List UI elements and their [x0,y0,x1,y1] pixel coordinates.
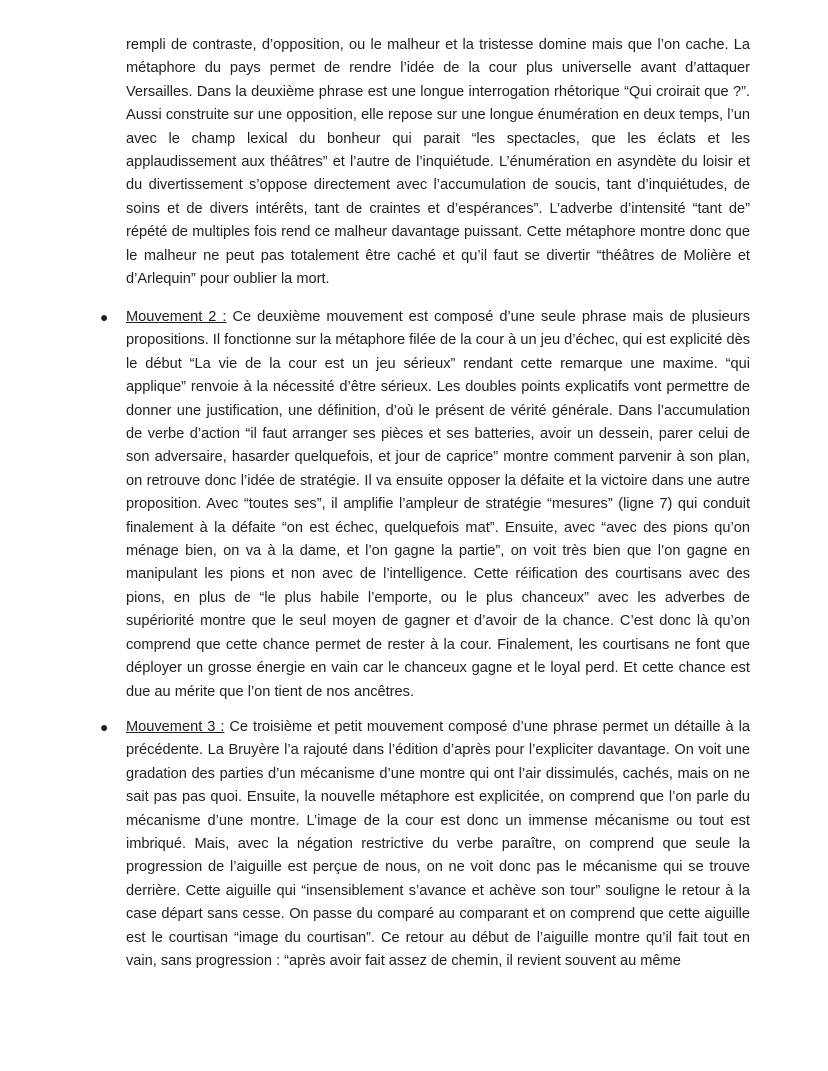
bullet-mouvement-2: ● [100,309,109,325]
bullet-mouvement-3: ● [100,719,109,735]
mouvement-3-heading: Mouvement 3 : [126,719,225,735]
mouvement-2-heading: Mouvement 2 : [126,309,227,325]
intro-paragraph: rempli de contraste, d’opposition, ou le malheur et la tristesse domine mais que l’on cache. La métaphore du pays permet de rendre l’idée de la cour plus universelle avant d’attaquer Versailles. Dans la deuxième phrase est une longue interrogation rhétorique “Qui croirait que ?”. Aussi construite sur une opposition, elle repose sur une longue énumération en deux temps, l’un avec le champ lexical du bonheur qui parait “les spectacles, que les éclats et les applaudissement aux théâtres” et l’autre de l’inquiétude. L’énumération en asyndète du loisir et du divertissement s’oppose directement avec l’accumulation de soucis, tant d’inquiétudes, de soins et de divers intérêts, tant de craintes et d’espérances”. L’adverbe d’intensité “tant de” répété de multiples fois rend ce malheur davantage puissant. Cette métaphore montre donc que le malheur ne peut pas totalement être caché et qu’il faut se divertir “théâtres de Molière et d’Arlequin” pour oublier la mort. [126,37,750,288]
mouvement-3-text: Ce troisième et petit mouvement composé d’une phrase permet un détaille à la précédente. La Bruyère l’a rajouté dans l’édition d’après pour l’expliciter davantage. On voit une gradation des parties d’un mécanisme d’une montre qui ont l’air dissimulés, cachés, mais on ne sait pas pas quoi. Ensuite, la nouvelle métaphore est explicitée, on comprend que l’on parle du mécanisme d’une montre. L’image de la cour est donc un immense mécanisme ou tout est imbriqué. Mais, avec la négation restrictive du verbe paraître, on comprend que seule la progression de l’aiguille est perçue de nous, on ne voit donc pas le mécanisme qui se trouve derrière. Cette aiguille qui “insensiblement s’avance et achève son tour” souligne le retour à la case départ sans cesse. On passe du comparé au comparant et on comprend que cette aiguille est le courtisan “image du courtisan”. Ce retour au début de l’aiguille montre qu’il fait tout en vain, sans progression : “après avoir fait assez de chemin, il revient souvent au même [126,719,750,970]
mouvement-2-text: Ce deuxième mouvement est composé d’une seule phrase mais de plusieurs propositions. Il fonctionne sur la métaphore filée de la cour à un jeu d’échec, qui est explicité dès le début “La vie de la cour est un jeu sérieux” rendant cette remarque une maxime. “qui applique” renvoie à la nécessité d’être sérieux. Les doubles points explicatifs vont permettre de donner une justification, une définition, d’où le présent de vérité générale. Dans l’accumulation de verbe d’action “il faut arranger ses pièces et ses batteries, avoir un dessein, parer celui de son adversaire, hasarder quelquefois, et jour de caprice” montre comment parvenir à son plan, on retrouve donc l’idée de stratégie. Il va ensuite opposer la défaite et la victoire dans une autre proposition. Avec “toutes ses”, il amplifie l’ampleur de stratégie “mesures” (ligne 7) qui conduit finalement à la défaite “on est échec, quelquefois mat”. Ensuite, avec “avec des pions qu’on ménage bien, on va à la dame, et l’on gagne la partie”, on voit très bien que l’on gagne en manipulant les pions et non avec de l’intelligence. Cette réification des courtisans avec des pions, en plus de “le plus habile l’emporte, ou le plus chanceux” avec les adverbes de supériorité montre que le seul moyen de gagner et d’avoir de la chance. C’est donc là qu’on comprend que cette chance permet de rester à la cour. Finalement, les courtisans ne font que déployer un grosse énergie en vain car le chanceux gagne et le loyal perd. Et cette chance est due au mérite que l’on tient de nos ancêtres. [126,309,750,700]
mouvement-3-paragraph [126,716,750,973]
mouvement-2-paragraph [126,306,750,704]
